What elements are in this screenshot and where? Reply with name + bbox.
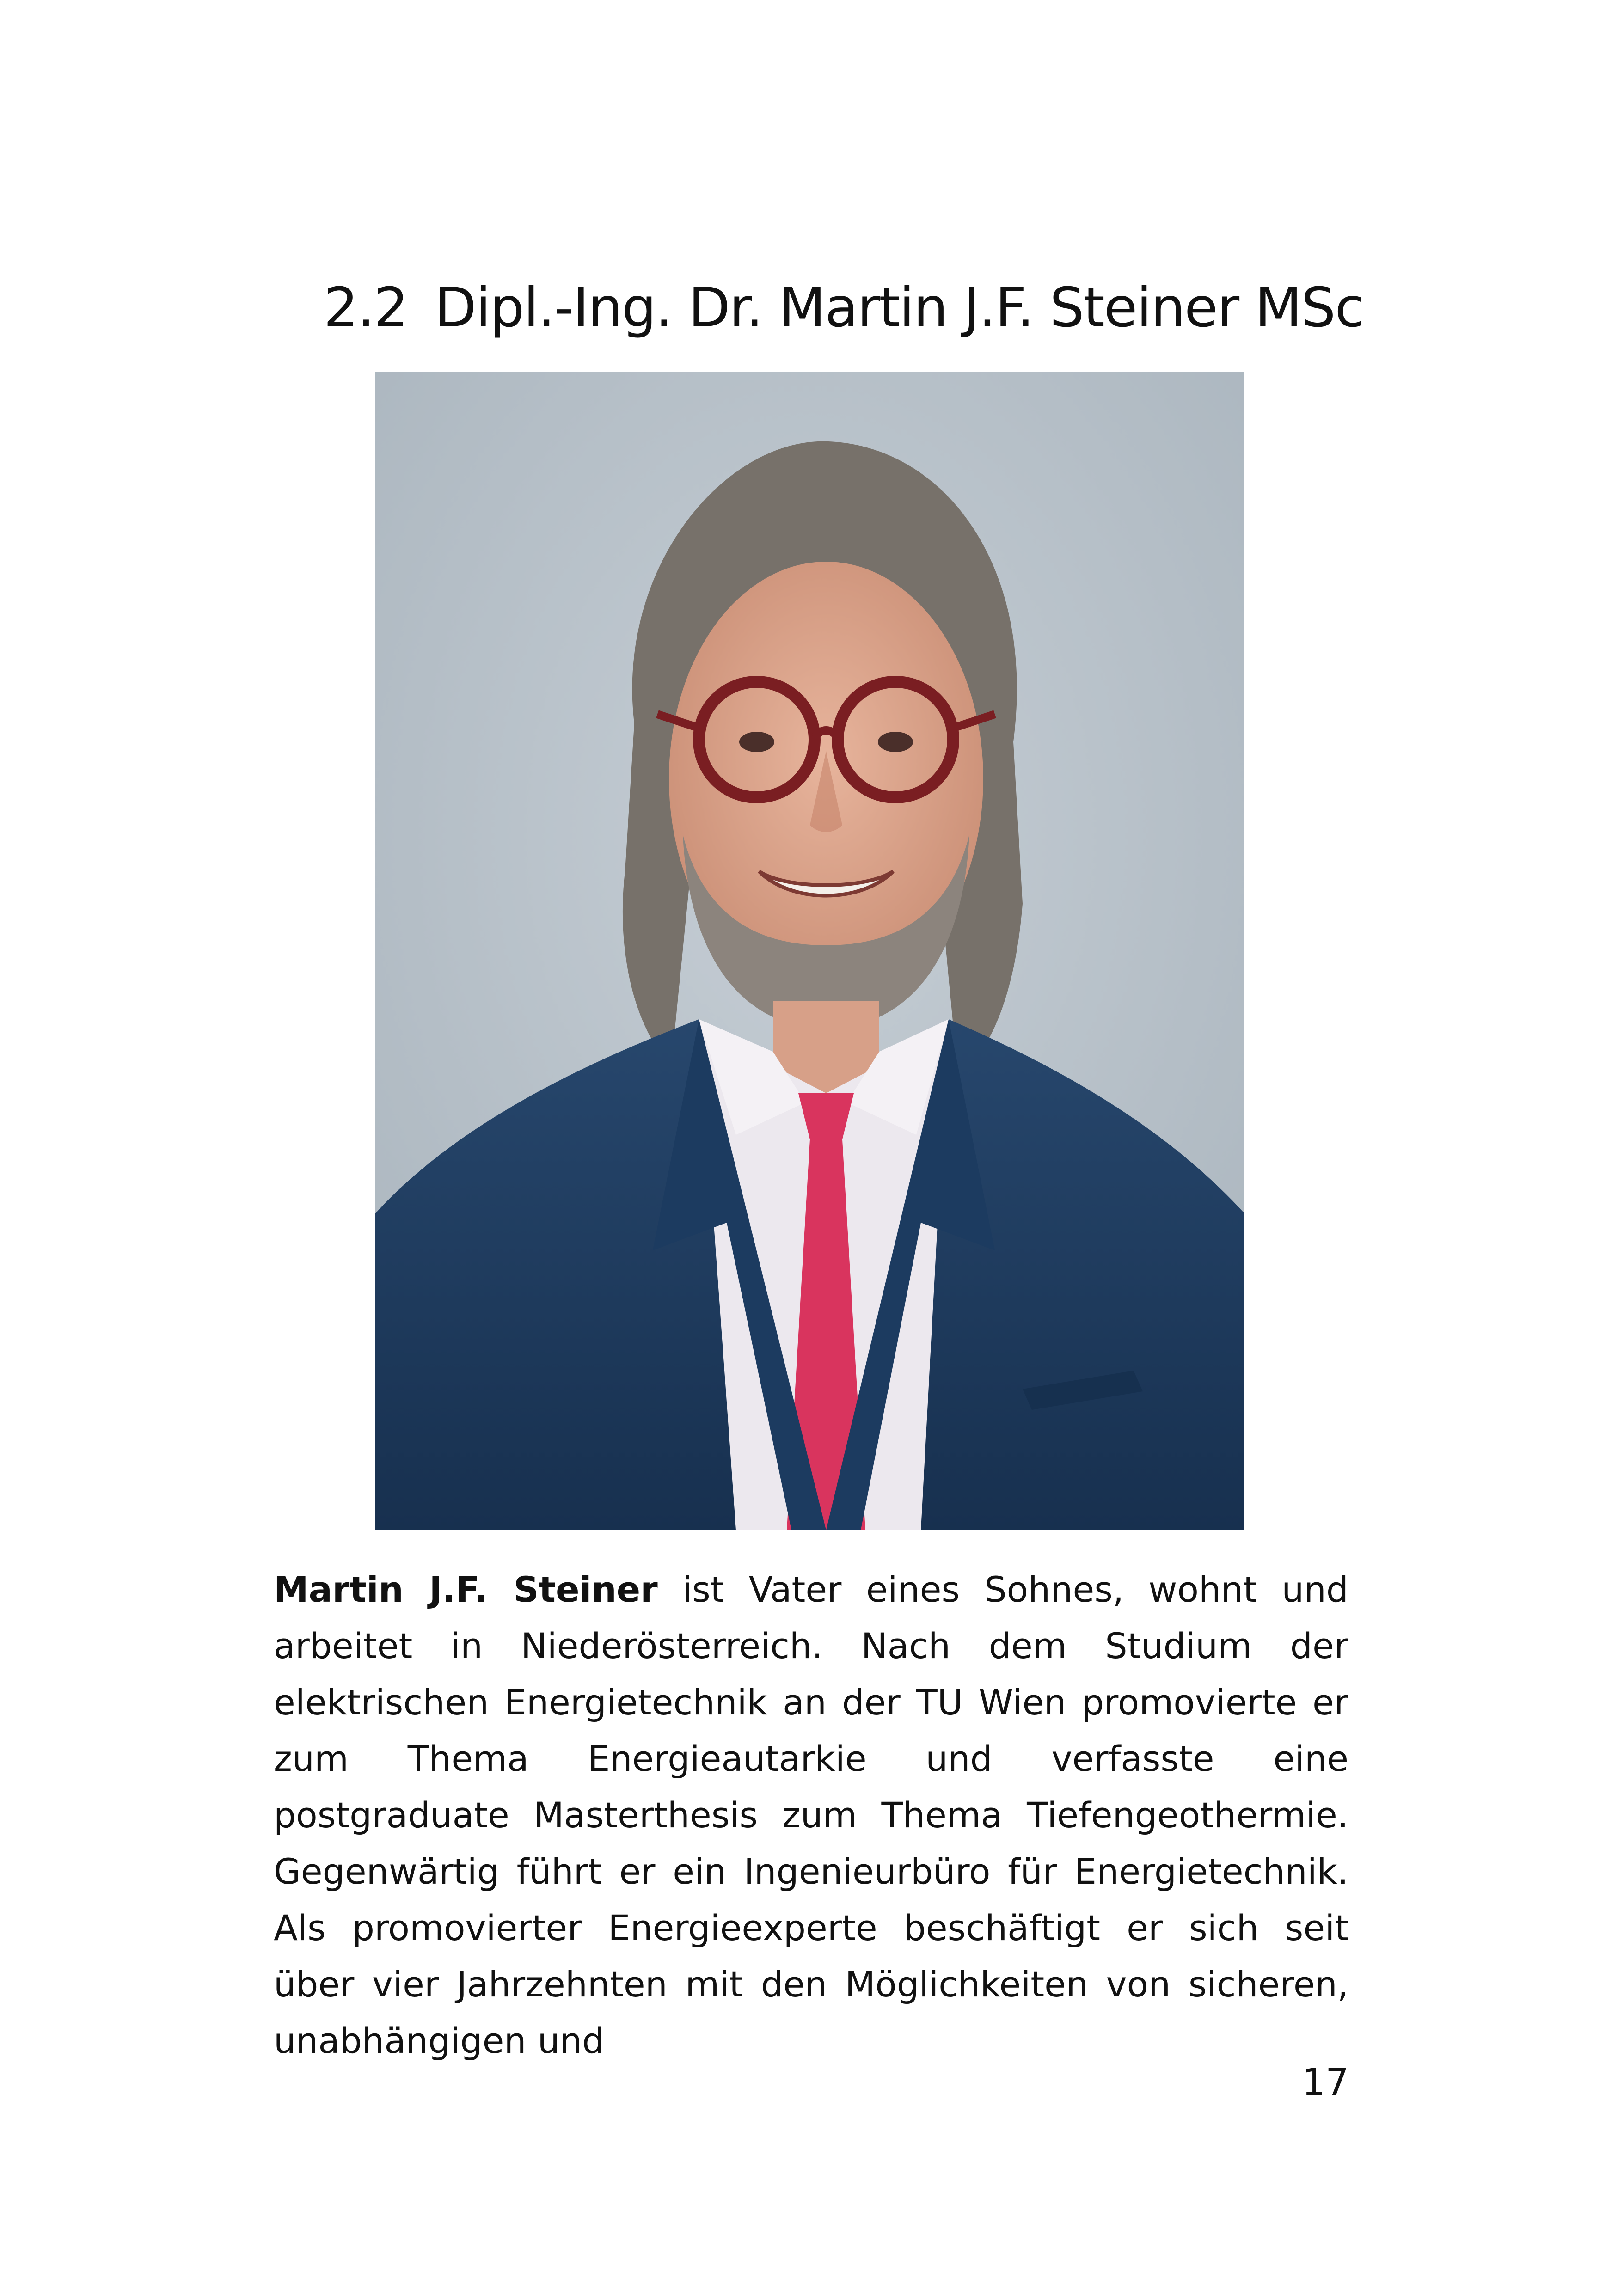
- biography-paragraph: [274, 1561, 1348, 2069]
- section-title: Dipl.-Ing. Dr. Martin J.F. Steiner MSc: [435, 276, 1364, 339]
- page-number: 17: [1302, 2061, 1349, 2104]
- section-number: 2.2: [324, 276, 408, 339]
- portrait-photo: [375, 372, 1244, 1530]
- section-heading: [324, 273, 1387, 342]
- person-name: Martin J.F. Steiner: [274, 1569, 658, 1610]
- portrait-illustration: [375, 372, 1244, 1530]
- biography-text: ist Vater eines Sohnes, wohnt und arbeitet in Niederösterreich. Nach dem Studium der elektrischen Energietechnik an der TU Wien promovierte er zum Thema Energieautarkie und verfasste eine postgraduate Masterthesis zum Thema Tiefengeothermie. Gegenwärtig führt er ein Ingenieurbüro für Energietechnik. Als promovierter Energieexperte beschäftigt er sich seit über vier Jahrzehnten mit den Möglichkeiten von sicheren, unabhängigen und: [274, 1569, 1348, 2061]
